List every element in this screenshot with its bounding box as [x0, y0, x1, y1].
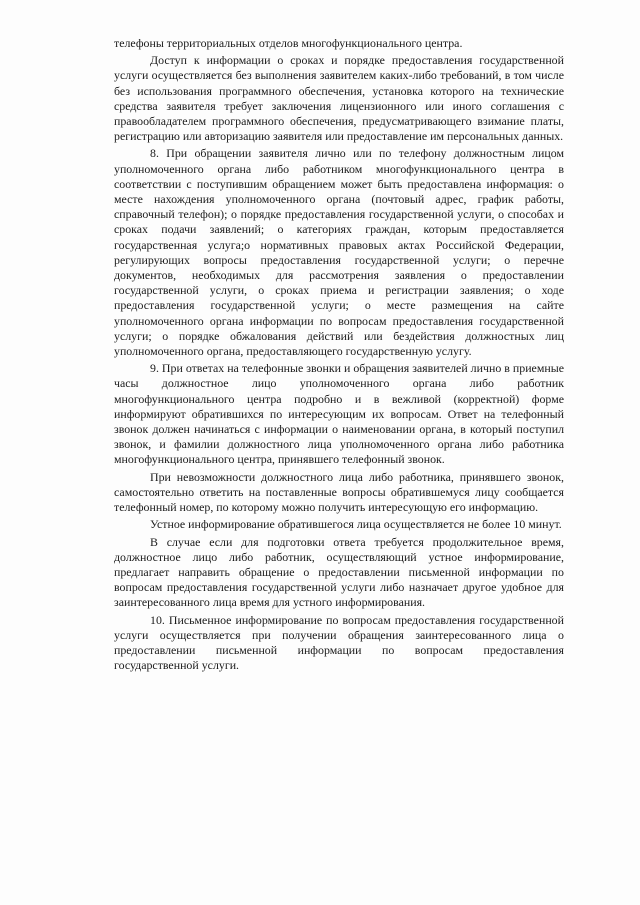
- paragraph-unable-to-answer: При невозможности должностного лица либо работника, принявшего звонок, самостоятельно ответить на поставленные вопросы обратившемуся лицу сообщается телефонный номер, по которому можно получить интересующую его информацию.: [114, 469, 564, 515]
- paragraph-item-10: 10. Письменное информирование по вопросам предоставления государственной услуги осуществляется при получении обращения заинтересованного лица о предоставлении письменной информации по вопросам предоставления государственной услуги.: [114, 612, 564, 673]
- paragraph-item-9: 9. При ответах на телефонные звонки и обращения заявителей лично в приемные часы должностное лицо уполномоченного органа либо работник многофункционального центра подробно и в вежливой (корректной) форме информируют обратившихся по интересующим их вопросам. Ответ на телефонный звонок должен начинаться с информации о наименовании органа, в который поступил звонок, и фамилии должностного лица уполномоченного органа либо работника многофункционального центра, принявшего телефонный звонок.: [114, 361, 564, 467]
- document-body: [114, 36, 564, 675]
- paragraph-continuation: телефоны территориальных отделов многофункционального центра.: [114, 36, 463, 50]
- paragraph-access-info: Доступ к информации о сроках и порядке предоставления государственной услуги осуществляется без выполнения заявителем каких-либо требований, в том числе без использования программного обеспечения, установка которого на технические средства заявителя требует заключения лицензионного или иного соглашения с правообладателем программного обеспечения, предусматривающего взимание платы, регистрацию или авторизацию заявителя или предоставление им персональных данных.: [114, 53, 564, 144]
- paragraph-item-8: 8. При обращении заявителя лично или по телефону должностным лицом уполномоченного органа либо работником многофункционального центра в соответствии с поступившим обращением может быть предоставлена информация: о месте нахождения уполномоченного органа (почтовый адрес, график работы, справочный телефон); о порядке предоставления государственной услуги, о способах и сроках подачи заявлений; о категориях граждан, которым предоставляется государственная услуга;о нормативных правовых актах Российской Федерации, регулирующих вопросы предоставления государственной услуги; о перечне документов, необходимых для рассмотрения заявления о предоставлении государственной услуги, о сроках приема и регистрации заявления; о ходе предоставления государственной услуги; о месте размещения на сайте уполномоченного органа информации по вопросам предоставления государственной услуги; о порядке обжалования действий или бездействия должностных лиц уполномоченного органа, предоставляющего государственную услугу.: [114, 146, 564, 359]
- paragraph-long-preparation: В случае если для подготовки ответа требуется продолжительное время, должностное лицо либо работник, осуществляющий устное информирование, предлагает направить обращение о предоставлении письменной информации по вопросам предоставления государственной услуги либо назначает другое удобное для заинтересованного лица время для устного информирования.: [114, 534, 564, 610]
- paragraph-oral-duration: Устное информирование обратившегося лица осуществляется не более 10 минут.: [150, 517, 562, 532]
